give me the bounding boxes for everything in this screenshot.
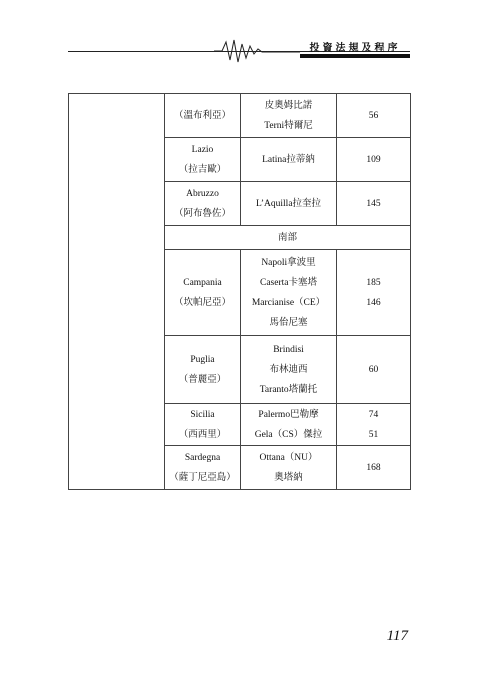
value-cell <box>337 404 411 446</box>
page-number: 117 <box>386 628 408 644</box>
region-cell <box>165 94 241 138</box>
region-text: （普麗亞） <box>178 374 227 385</box>
value-text: 145 <box>366 198 381 209</box>
city-cell <box>241 138 337 182</box>
region-text: Sicilia <box>190 409 215 420</box>
value-cell <box>337 336 411 404</box>
region-text: （坎帕尼亞） <box>173 297 231 308</box>
pulse-wave-icon <box>214 38 300 64</box>
region-text: Sardegna <box>184 452 221 463</box>
region-cell <box>165 250 241 336</box>
header-title: 投資法規及程序 <box>309 43 401 54</box>
value-text: 146 <box>366 297 381 308</box>
city-text: 馬佁尼塞 <box>269 317 308 328</box>
value-cell <box>337 182 411 226</box>
region-cell <box>165 404 241 446</box>
city-text: 布林迪西 <box>269 364 308 375</box>
value-text: 51 <box>368 429 379 440</box>
region-cell <box>165 138 241 182</box>
region-text: Campania <box>183 277 222 288</box>
value-text: 60 <box>368 364 379 375</box>
city-text: Caserta卡塞塔 <box>260 277 317 288</box>
city-cell <box>241 250 337 336</box>
value-text: 56 <box>368 110 379 121</box>
region-cell <box>165 182 241 226</box>
city-text: Gela（CS）傑拉 <box>254 429 323 440</box>
city-text: L’Aquilla拉奎拉 <box>255 198 322 209</box>
city-text: Napoli拿波里 <box>261 257 316 268</box>
city-text: Ottana（NU） <box>259 452 318 463</box>
city-text: Marcianise（CE） <box>251 297 326 308</box>
city-text: Terni特爾尼 <box>264 120 313 131</box>
city-text: Brindisi <box>273 344 304 355</box>
table-row <box>69 94 411 138</box>
blank-column-cell <box>69 94 165 490</box>
value-text: 109 <box>366 154 381 165</box>
city-text: 奧塔納 <box>274 472 303 483</box>
region-cell <box>165 336 241 404</box>
section-title: 南部 <box>277 232 297 243</box>
region-text: （溫布利亞） <box>173 110 231 121</box>
region-text: （阿布魯佐） <box>173 208 231 219</box>
region-text: Lazio <box>191 144 214 155</box>
value-cell <box>337 250 411 336</box>
section-header-cell <box>165 226 411 250</box>
city-cell <box>241 336 337 404</box>
value-cell <box>337 94 411 138</box>
city-cell <box>241 404 337 446</box>
city-cell <box>241 446 337 490</box>
city-text: 皮奧姆比諾 <box>264 100 313 111</box>
investment-table <box>68 93 411 490</box>
region-text: （拉吉歐） <box>178 164 227 175</box>
region-text: Puglia <box>190 354 215 365</box>
city-cell <box>241 94 337 138</box>
value-cell <box>337 446 411 490</box>
value-text: 74 <box>368 409 379 420</box>
value-text: 185 <box>366 277 381 288</box>
city-text: Palermo巴勒摩 <box>258 409 319 420</box>
value-text: 168 <box>366 462 381 473</box>
region-text: Abruzzo <box>186 188 219 199</box>
value-cell <box>337 138 411 182</box>
region-text: （西西里） <box>178 429 227 440</box>
city-text: Latina拉蒂納 <box>262 154 315 165</box>
header-banner <box>300 44 410 58</box>
region-text: （薩丁尼亞島） <box>169 472 236 483</box>
city-cell <box>241 182 337 226</box>
city-text: Taranto塔蘭托 <box>259 384 318 395</box>
region-cell <box>165 446 241 490</box>
